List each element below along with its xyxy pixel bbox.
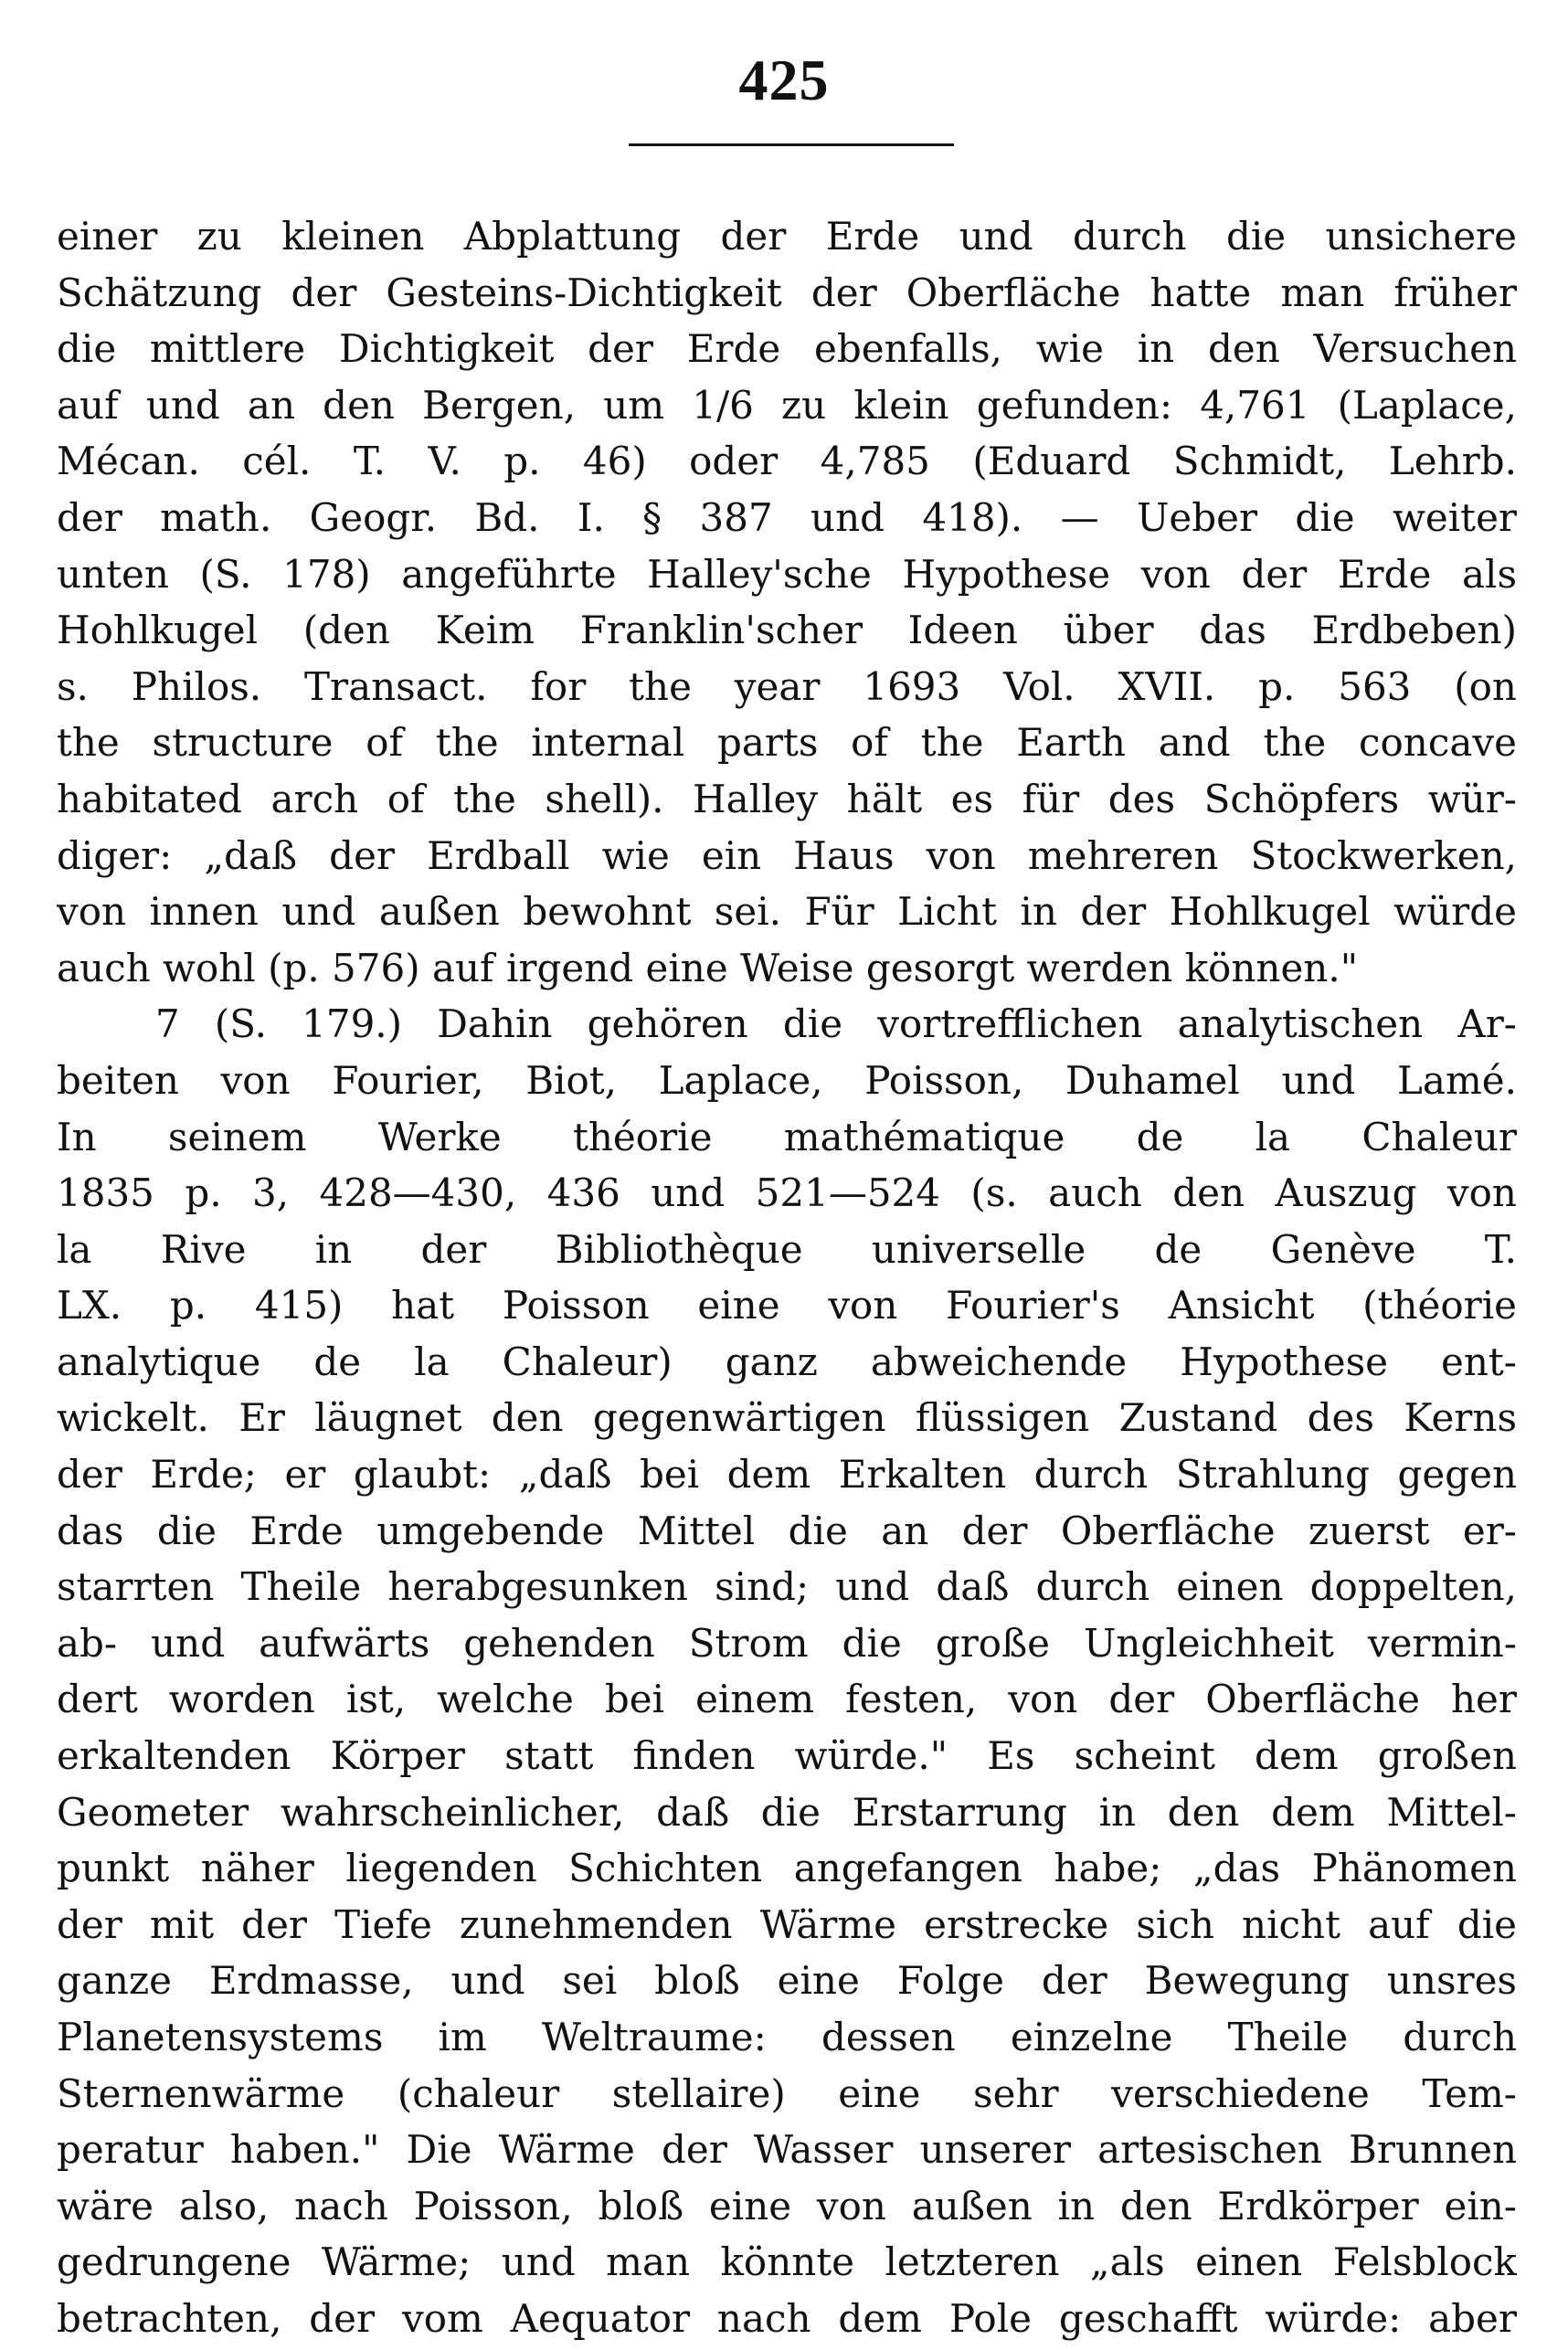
body-text (57, 208, 1517, 2347)
text-line: habitated arch of the shell). Halley hält es für des Schöpfers wür- (57, 776, 1517, 821)
text-line: 1835 p. 3, 428—430, 436 und 521—524 (s. auch den Auszug von (57, 1170, 1517, 1216)
text-line: die mittlere Dichtigkeit der Erde ebenfalls, wie in den Versuchen (57, 326, 1517, 372)
text-line: ganze Erdmasse, und sei bloß eine Folge der Bewegung unsres (57, 1958, 1517, 2004)
text-line: einer zu kleinen Abplattung der Erde und durch die unsichere (57, 214, 1517, 259)
header-rule (629, 143, 954, 146)
text-line: dert worden ist, welche bei einem festen, von der Oberfläche her (57, 1677, 1517, 1722)
text-line: erkaltenden Körper statt finden würde." Es scheint dem großen (57, 1733, 1517, 1779)
text-line: auf und an den Bergen, um 1/6 zu klein gefunden: 4,761 (Laplace, (57, 382, 1517, 428)
text-line: LX. p. 415) hat Poisson eine von Fourier's Ansicht (théorie (57, 1283, 1517, 1328)
text-line: Hohlkugel (den Keim Franklin'scher Ideen über das Erdbeben) (57, 608, 1517, 653)
text-line: la Rive in der Bibliothèque universelle de Genève T. (57, 1226, 1517, 1272)
text-line: Schätzung der Gesteins-Dichtigkeit der Oberfläche hatte man früher (57, 270, 1517, 315)
text-line: unten (S. 178) angeführte Halley'sche Hypothese von der Erde als (57, 551, 1517, 597)
text-line: wickelt. Er läugnet den gegenwärtigen flüssigen Zustand des Kerns (57, 1395, 1517, 1441)
text-line: das die Erde umgebende Mittel die an der Oberfläche zuerst er- (57, 1508, 1517, 1553)
text-line: auch wohl (p. 576) auf irgend eine Weise gesorgt werden können." (57, 945, 1359, 990)
text-line: gedrungene Wärme; und man könnte letzteren „als einen Felsblock (57, 2239, 1517, 2285)
text-line: diger: „daß der Erdball wie ein Haus von mehreren Stockwerken, (57, 832, 1517, 878)
text-line: beiten von Fourier, Biot, Laplace, Poisson, Duhamel und Lamé. (57, 1057, 1517, 1103)
text-line: s. Philos. Transact. for the year 1693 Vol. XVII. p. 563 (on (57, 663, 1517, 709)
text-line: der mit der Tiefe zunehmenden Wärme erstrecke sich nicht auf die (57, 1901, 1517, 1947)
text-line: analytique de la Chaleur) ganz abweichende Hypothese ent- (57, 1339, 1517, 1384)
text-line: the structure of the internal parts of the Earth and the concave (57, 720, 1517, 766)
text-line: peratur haben." Die Wärme der Wasser unserer artesischen Brunnen (57, 2127, 1517, 2173)
text-line: In seinem Werke théorie mathématique de la Chaleur (57, 1114, 1517, 1159)
text-line: starrten Theile herabgesunken sind; und daß durch einen doppelten, (57, 1564, 1517, 1610)
footnote-start-line: 7 (S. 179.) Dahin gehören die vortrefflichen analytischen Ar- (155, 1001, 1517, 1047)
text-line: ab- und aufwärts gehenden Strom die große Ungleichheit vermin- (57, 1620, 1517, 1666)
text-line: betrachten, der vom Aequator nach dem Pole geschafft würde: aber (57, 2295, 1517, 2341)
text-line: Planetensystems im Weltraume: dessen einzelne Theile durch (57, 2015, 1517, 2059)
text-line: Sternenwärme (chaleur stellaire) eine sehr verschiedene Tem- (57, 2070, 1517, 2116)
text-line: Mécan. cél. T. V. p. 46) oder 4,785 (Eduard Schmidt, Lehrb. (57, 439, 1517, 484)
page-number: 425 (738, 48, 830, 112)
text-line: Geometer wahrscheinlicher, daß die Erstarrung in den dem Mittel- (57, 1789, 1517, 1835)
text-line: der Erde; er glaubt: „daß bei dem Erkalten durch Strahlung gegen (57, 1452, 1517, 1498)
text-line: wäre also, nach Poisson, bloß eine von außen in den Erdkörper ein- (57, 2183, 1517, 2228)
text-line: punkt näher liegenden Schichten angefangen habe; „das Phänomen (57, 1846, 1517, 1891)
text-line: von innen und außen bewohnt sei. Für Licht in der Hohlkugel würde (57, 889, 1517, 935)
text-line: der math. Geogr. Bd. I. § 387 und 418). — Ueber die weiter (57, 494, 1517, 540)
